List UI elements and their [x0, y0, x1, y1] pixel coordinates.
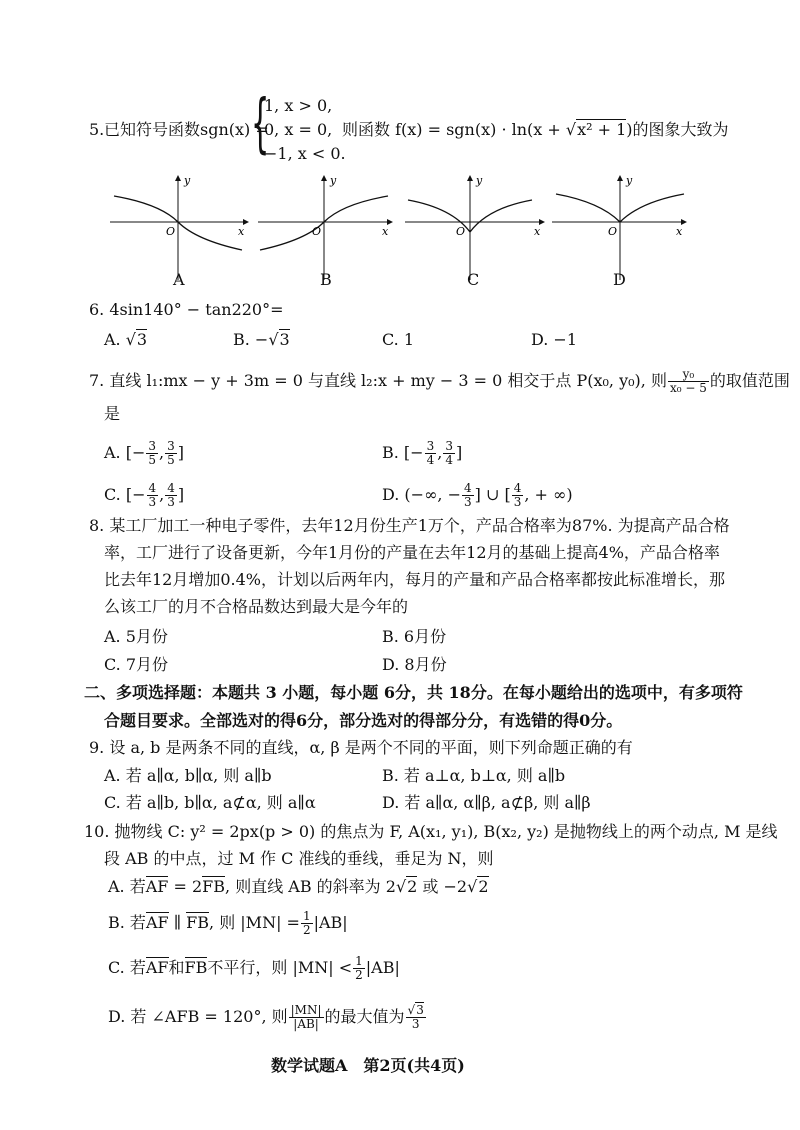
graph-a-x: x — [238, 225, 245, 238]
q7-option-c: C. [− $\frac{4}{3}$ , $\frac{4}{3}$ ] — [104, 481, 185, 509]
graph-b — [258, 174, 392, 280]
q5-piece-1: 1, x > 0, — [264, 96, 333, 115]
q5-stem-a: 已知符号函数sgn(x) = — [104, 120, 269, 139]
q7-stem: 7. 直线 l₁:mx − y + 3m = 0 与直线 l₂:x + my − 3 = 0 相交于点 P(x₀, y₀), 则 $\frac{\text{y₀}}{\text{x₀ − 5}}$ 的取值范围 — [89, 367, 790, 395]
q5-piece-2: 0, x = 0, — [264, 120, 333, 139]
graph-c-y: y — [476, 174, 483, 187]
q8-line-2: 率，工厂进行了设备更新，今年1月份的产量在去年12月的基础上提高4%，产品合格率 — [104, 543, 720, 562]
q10-line-1: 10. 抛物线 C: y² = 2px(p > 0) 的焦点为 F, A(x₁, y₁), B(x₂, y₂) 是抛物线上的两个动点, M 是线 — [84, 822, 778, 841]
graph-b-origin: O — [312, 225, 322, 238]
graph-label-d: D — [613, 270, 626, 289]
q8-line-4: 么该工厂的月不合格品数达到最大是今年的 — [104, 597, 409, 616]
q5-stem-b: 则函数 f(x) = sgn(x) · ln(x + √x² + 1)的图象大致为 — [342, 120, 729, 139]
q5-graphs — [100, 172, 700, 292]
q7-option-d: D. (−∞, − $\frac{4}{3}$ ] ∪ [ $\frac{4}{3}$ , + ∞) — [382, 481, 573, 509]
graph-d-y: y — [626, 174, 633, 187]
q8-option-a: A. 5月份 — [104, 627, 168, 646]
q9-option-a: A. 若 a∥α, b∥α, 则 a∥b — [104, 766, 272, 785]
graph-c — [405, 174, 544, 280]
q8-option-b: B. 6月份 — [382, 627, 447, 646]
graph-a-y: y — [184, 174, 191, 187]
q7-option-a: A. [− $\frac{3}{5}$ , $\frac{3}{5}$ ] — [104, 439, 184, 467]
graph-a — [110, 174, 248, 280]
q10-option-a: A. 若AF = 2FB, 则直线 AB 的斜率为 2√2 或 −2√2 — [108, 877, 489, 896]
section-2-header: 二、多项选择题：本题共 3 小题，每小题 6分，共 18分。在每小题给出的选项中，有多项符 — [84, 683, 743, 702]
q10-option-c: C. 若AF和FB不平行，则 |MN| < $\frac{1}{2}$ |AB| — [108, 954, 400, 982]
q10-line-2: 段 AB 的中点，过 M 作 C 准线的垂线，垂足为 N，则 — [104, 849, 494, 868]
page-footer: 数学试题A 第2页(共4页) — [271, 1056, 465, 1075]
graph-label-c: C — [467, 270, 480, 289]
q9-option-b: B. 若 a⊥α, b⊥α, 则 a∥b — [382, 766, 566, 785]
q7-option-b: B. [− $\frac{3}{4}$ , $\frac{3}{4}$ ] — [382, 439, 463, 467]
q9-option-c: C. 若 a∥b, b∥α, a⊄α, 则 a∥α — [104, 793, 316, 812]
q7-stem-cont: 是 — [104, 404, 121, 423]
q6-option-b: B. −√3 — [233, 330, 290, 349]
q6-stem: 6. 4sin140° − tan220°= — [89, 300, 284, 319]
piecewise-brace: { — [251, 87, 270, 161]
graph-label-a: A — [173, 270, 185, 289]
graph-a-origin: O — [166, 225, 176, 238]
q8-option-c: C. 7月份 — [104, 655, 169, 674]
graph-b-x: x — [382, 225, 389, 238]
q6-option-d: D. −1 — [531, 330, 578, 349]
q6-option-c: C. 1 — [382, 330, 415, 349]
q10-option-b: B. 若AF ∥ FB, 则 |MN| = $\frac{1}{2}$ |AB| — [108, 909, 348, 937]
q8-line-1: 8. 某工厂加工一种电子零件，去年12月份生产1万个，产品合格率为87%. 为提高产品合格 — [89, 516, 730, 535]
graph-d — [552, 174, 686, 280]
q8-option-d: D. 8月份 — [382, 655, 447, 674]
q8-line-3: 比去年12月增加0.4%，计划以后两年内，每月的产量和产品合格率都按此标准增长，那 — [104, 570, 726, 589]
graph-d-origin: O — [608, 225, 618, 238]
graph-b-y: y — [330, 174, 337, 187]
graph-c-origin: O — [456, 225, 466, 238]
q9-stem: 9. 设 a, b 是两条不同的直线，α, β 是两个不同的平面，则下列命题正确的有 — [89, 738, 633, 757]
q5-piece-3: −1, x < 0. — [264, 144, 346, 163]
graph-label-b: B — [320, 270, 332, 289]
q10-option-d: D. 若 ∠AFB = 120°, 则 $\frac{|MN|}{|AB|}$ 的最大值为 $\frac{√3}{3}$ — [108, 1003, 424, 1031]
section-2-header-cont: 合题目要求。全部选对的得6分，部分选对的得部分分，有选错的得0分。 — [104, 711, 623, 730]
q9-option-d: D. 若 a∥α, α∥β, a⊄β, 则 a∥β — [382, 793, 591, 812]
q5-number: 5. — [89, 120, 105, 139]
graph-d-x: x — [676, 225, 683, 238]
q6-option-a: A. √3 — [104, 330, 148, 349]
graph-c-x: x — [534, 225, 541, 238]
